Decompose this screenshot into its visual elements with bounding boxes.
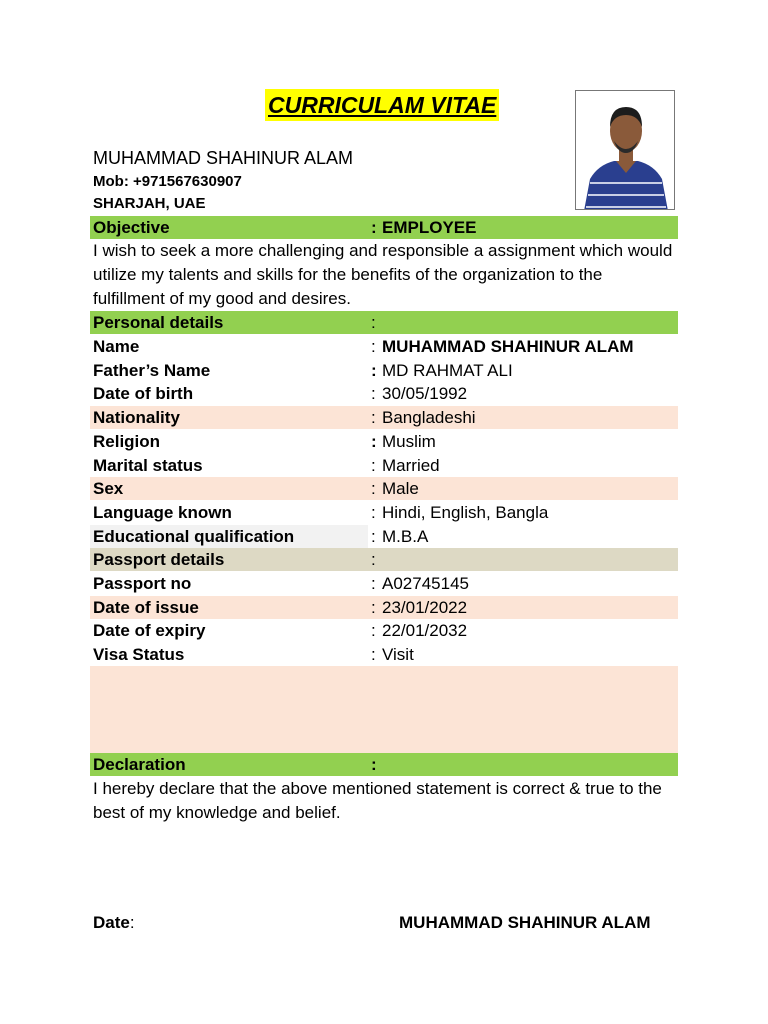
row-label: Name xyxy=(93,337,140,356)
detail-row-visa-status xyxy=(90,643,678,666)
personal-details-label: Personal details xyxy=(93,313,224,332)
row-label: Religion xyxy=(93,432,161,451)
blank-shaded-area xyxy=(90,666,678,753)
date-line xyxy=(93,911,135,935)
mobile-number: Mob: +971567630907 xyxy=(93,173,242,190)
objective-colon: : xyxy=(371,218,377,237)
row-value: Married xyxy=(382,456,440,475)
row-colon: : xyxy=(371,598,376,617)
date-colon: : xyxy=(129,913,135,932)
row-label: Date of birth xyxy=(93,384,194,403)
personal-details-colon: : xyxy=(371,313,376,332)
row-value: Male xyxy=(382,479,419,498)
detail-row-fathers-name xyxy=(90,359,678,382)
row-label: Sex xyxy=(93,479,124,498)
row-value: Hindi, English, Bangla xyxy=(382,503,549,522)
objective-text: I wish to seek a more challenging and responsible a assignment which would utilize my talents and skills for the benefits of the organization to the fulfillment of my good and desires. xyxy=(93,241,673,308)
applicant-name-heading: MUHAMMAD SHAHINUR ALAM xyxy=(93,148,354,168)
row-colon: : xyxy=(371,408,376,427)
row-colon: : xyxy=(371,621,376,640)
row-label: Educational qualification xyxy=(93,527,295,546)
row-value: 22/01/2032 xyxy=(382,621,468,640)
row-value: Muslim xyxy=(382,432,436,451)
row-value: MD RAHMAT ALI xyxy=(382,361,513,380)
row-value: 23/01/2022 xyxy=(382,598,468,617)
row-value: A02745145 xyxy=(382,574,469,593)
row-colon: : xyxy=(371,527,376,546)
row-value: Visit xyxy=(382,645,414,664)
detail-row-religion xyxy=(90,430,678,453)
detail-row-name xyxy=(90,335,678,358)
row-colon: : xyxy=(371,432,377,451)
detail-row-language-known xyxy=(90,501,678,524)
location: SHARJAH, UAE xyxy=(93,195,206,212)
row-label: Nationality xyxy=(93,408,180,427)
declaration-colon: : xyxy=(371,755,377,774)
declaration-label: Declaration xyxy=(93,755,186,774)
row-colon: : xyxy=(371,645,376,664)
detail-row-date-of-expiry xyxy=(90,619,678,642)
personal-details-header xyxy=(90,311,678,334)
row-label: Date of issue xyxy=(93,598,199,617)
detail-row-educational-qualification xyxy=(90,525,678,548)
row-colon: : xyxy=(371,337,376,356)
row-colon: : xyxy=(371,384,376,403)
row-label: Passport no xyxy=(93,574,192,593)
detail-row-date-of-issue xyxy=(90,596,678,619)
row-colon: : xyxy=(371,479,376,498)
declaration-header xyxy=(90,753,678,776)
objective-row xyxy=(90,216,678,239)
date-label: Date xyxy=(93,913,130,932)
detail-row-nationality xyxy=(90,406,678,429)
row-label: Date of expiry xyxy=(93,621,206,640)
declaration-text: I hereby declare that the above mentioned statement is correct & true to the best of my knowledge and belief. xyxy=(93,779,662,822)
row-value: MUHAMMAD SHAHINUR ALAM xyxy=(382,337,634,356)
passport-details-label: Passport details xyxy=(93,550,225,569)
row-label: Language known xyxy=(93,503,232,522)
row-label: Visa Status xyxy=(93,645,185,664)
row-value: 30/05/1992 xyxy=(382,384,468,403)
passport-details-header xyxy=(90,548,678,571)
profile-photo xyxy=(575,90,675,210)
objective-value: EMPLOYEE xyxy=(382,218,477,237)
passport-details-colon: : xyxy=(371,550,376,569)
row-colon: : xyxy=(371,574,376,593)
detail-row-passport-no xyxy=(90,572,678,595)
objective-label: Objective xyxy=(93,218,170,237)
row-label: Father’s Name xyxy=(93,361,211,380)
row-colon: : xyxy=(371,503,376,522)
detail-row-sex xyxy=(90,477,678,500)
document-title: CURRICULAM VITAE xyxy=(265,89,499,121)
detail-row-date-of-birth xyxy=(90,382,678,405)
person-photo-icon xyxy=(576,91,675,210)
row-label: Marital status xyxy=(93,456,203,475)
row-colon: : xyxy=(371,361,377,380)
row-value: Bangladeshi xyxy=(382,408,476,427)
detail-row-marital-status xyxy=(90,454,678,477)
row-colon: : xyxy=(371,456,376,475)
signature-name: MUHAMMAD SHAHINUR ALAM xyxy=(399,913,651,932)
row-value: M.B.A xyxy=(382,527,429,546)
